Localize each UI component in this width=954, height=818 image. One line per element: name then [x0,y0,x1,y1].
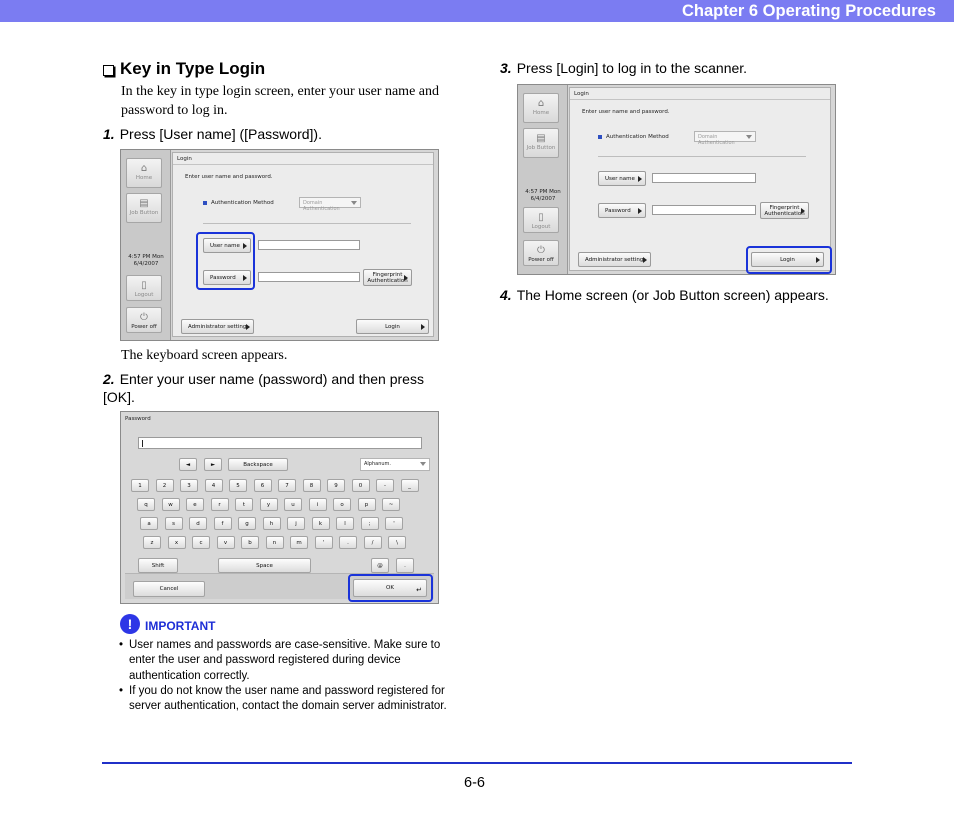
key[interactable]: . [339,536,357,549]
key[interactable]: e [186,498,204,511]
auth-method-select[interactable]: Domain Authentication [694,131,756,142]
highlight-box [196,232,255,290]
key[interactable]: l [336,517,354,530]
arrow-icon [638,208,642,214]
auth-method-row [598,134,669,140]
ok-label: OK [386,585,394,591]
input-mode-select[interactable]: Alphanum. [360,458,430,471]
cursor-right-key[interactable]: ► [204,458,222,471]
step-4 [500,286,850,304]
time-text: 4:57 PM Mon [128,254,164,260]
key[interactable]: u [284,498,302,511]
section-title-text: Key in Type Login [120,59,266,78]
step-number: 2. [103,371,115,387]
arrow-icon [246,324,250,330]
home-label: Home [135,175,153,181]
btn-label: Login [385,323,400,330]
step-1 [103,125,463,143]
checkbox-icon [103,65,114,76]
key[interactable]: a [140,517,158,530]
key[interactable]: ~ [382,498,400,511]
important-label: IMPORTANT [145,619,216,633]
key[interactable]: 9 [327,479,345,492]
arrow-icon [404,275,408,281]
arrow-icon [801,208,805,214]
sidebar [518,85,568,274]
important-icon: ! [120,614,140,634]
keyboard-screen [120,411,439,604]
btn-label: Administrator setting [585,256,644,263]
keyboard-input-field[interactable] [138,437,422,449]
arrow-icon [643,257,647,263]
key[interactable]: b [241,536,259,549]
key[interactable]: 4 [205,479,223,492]
key[interactable]: r [211,498,229,511]
highlight-box [746,246,832,274]
login-screen-1 [120,149,439,341]
key[interactable]: - [376,479,394,492]
btn-label: Authentication [764,210,805,217]
login-panel [569,87,831,271]
clock [121,254,171,268]
key[interactable]: k [312,517,330,530]
key[interactable]: 3 [180,479,198,492]
panel-title: Login [177,156,192,162]
space-key[interactable]: Space [218,558,311,573]
clock [518,189,568,203]
cancel-button[interactable]: Cancel [133,581,205,597]
btn-label: Login [780,256,795,263]
logout-icon: ▯ [141,280,147,291]
logout-label: Logout [134,292,154,298]
btn-label: Administrator setting [188,323,247,330]
auth-label: Authentication Method [211,200,274,206]
btn-label: Fingerprint [372,271,403,278]
power-icon: ⏻ [140,312,148,323]
auth-method-select[interactable]: Domain Authentication [299,197,361,208]
logout-button[interactable] [523,207,559,233]
fingerprint-button[interactable] [760,202,809,219]
key[interactable]: 7 [278,479,296,492]
key[interactable]: / [364,536,382,549]
key[interactable]: v [217,536,235,549]
step-text: The Home screen (or Job Button screen) appears. [516,287,829,303]
step-text: Press [User name] ([Password]). [119,126,322,142]
admin-setting-button[interactable] [181,319,254,334]
power-off-button[interactable] [523,240,559,266]
btn-label: Authentication [367,277,408,284]
step-number: 3. [500,60,512,76]
user-name-field[interactable] [652,173,756,183]
key[interactable]: i [309,498,327,511]
divider [570,99,830,100]
step-number: 4. [500,287,512,303]
job-icon: ▤ [536,133,546,144]
key[interactable]: x [168,536,186,549]
key[interactable]: j [287,517,305,530]
keyboard-note: The keyboard screen appears. [121,348,288,363]
arrow-icon [421,324,425,330]
key[interactable]: 1 [131,479,149,492]
user-name-field[interactable] [258,240,360,250]
password-button[interactable] [598,203,646,218]
job-label: Job Button [129,210,159,216]
fingerprint-button[interactable] [363,269,412,286]
key[interactable]: ; [361,517,379,530]
key[interactable]: 8 [303,479,321,492]
home-icon: ⌂ [537,98,545,109]
key[interactable]: d [189,517,207,530]
key[interactable]: 0 [352,479,370,492]
divider [598,156,806,157]
sidebar [121,150,171,340]
job-label: Job Button [526,145,556,151]
highlight-box [348,574,433,602]
login-screen-2 [517,84,836,275]
step-text: Press [Login] to log in to the scanner. [516,60,748,76]
power-label: Power off [131,324,157,330]
bullet-icon [203,201,207,205]
auth-label: Authentication Method [606,134,669,140]
key[interactable]: g [238,517,256,530]
key[interactable]: _ [401,479,419,492]
key[interactable]: t [235,498,253,511]
home-icon: ⌂ [140,163,148,174]
power-icon: ⏻ [537,245,545,256]
time-text: 4:57 PM Mon [525,189,561,195]
login-button[interactable] [356,319,429,334]
btn-label: Password [210,274,236,281]
key[interactable]: ' [385,517,403,530]
key[interactable]: o [333,498,351,511]
key[interactable]: n [266,536,284,549]
power-off-button[interactable] [126,307,162,333]
key[interactable]: w [162,498,180,511]
dot-key[interactable]: . [396,558,414,573]
home-button[interactable] [126,158,162,188]
panel-title: Login [574,91,589,97]
key[interactable]: y [260,498,278,511]
key[interactable]: 6 [254,479,272,492]
admin-setting-button[interactable] [578,252,651,267]
chapter-title: Chapter 6 Operating Procedures [682,2,936,20]
page-number: 6-6 [464,775,485,791]
logout-button[interactable] [126,275,162,301]
shift-key[interactable]: Shift [138,558,178,573]
date-text: 6/4/2007 [133,261,159,267]
auth-method-row [203,200,274,206]
key[interactable]: \ [388,536,406,549]
important-list [119,638,464,714]
key[interactable]: m [290,536,308,549]
important-bullet: • User names and passwords are case-sensitive. Make sure to enter the user and password registered during device authentication correctly. [119,638,464,684]
key[interactable]: ' [315,536,333,549]
home-button[interactable] [523,93,559,123]
password-field[interactable] [652,205,756,215]
key[interactable]: f [214,517,232,530]
bullet-icon [598,135,602,139]
header-bar [0,0,954,22]
at-key[interactable]: @ [371,558,389,573]
divider [203,223,411,224]
key[interactable]: q [137,498,155,511]
logout-icon: ▯ [538,212,544,223]
enter-icon: ↵ [416,586,422,594]
btn-label: User name [605,175,635,182]
key[interactable]: 5 [229,479,247,492]
key[interactable]: h [263,517,281,530]
password-field[interactable] [258,272,360,282]
instruction-text: Enter user name and password. [185,174,273,180]
step-3 [500,59,850,77]
arrow-icon [638,176,642,182]
footer-rule [102,762,852,764]
step-number: 1. [103,126,115,142]
home-label: Home [532,110,550,116]
job-button[interactable] [523,128,559,158]
date-text: 6/4/2007 [530,196,556,202]
key[interactable]: c [192,536,210,549]
intro-paragraph: In the key in type login screen, enter your user name and password to log in. [121,84,440,118]
btn-label: Fingerprint [769,204,800,211]
key[interactable]: z [143,536,161,549]
job-button[interactable] [126,193,162,223]
step-text: Enter your user name (password) and then press [OK]. [103,371,424,405]
key[interactable]: 2 [156,479,174,492]
job-icon: ▤ [139,198,149,209]
btn-label: Password [605,207,631,214]
power-label: Power off [528,257,554,263]
backspace-key[interactable]: Backspace [228,458,288,471]
step-2 [103,370,448,406]
cursor-left-key[interactable]: ◄ [179,458,197,471]
logout-label: Logout [531,224,551,230]
key[interactable]: s [165,517,183,530]
btn-label: User name [210,242,240,249]
keyboard-title: Password [125,416,151,422]
instruction-text: Enter user name and password. [582,109,670,115]
key[interactable]: p [358,498,376,511]
divider [173,164,433,165]
important-bullet: • If you do not know the user name and password registered for server authentication, contact the domain server administrator. [119,684,464,715]
user-name-button[interactable] [598,171,646,186]
section-title [103,59,265,79]
